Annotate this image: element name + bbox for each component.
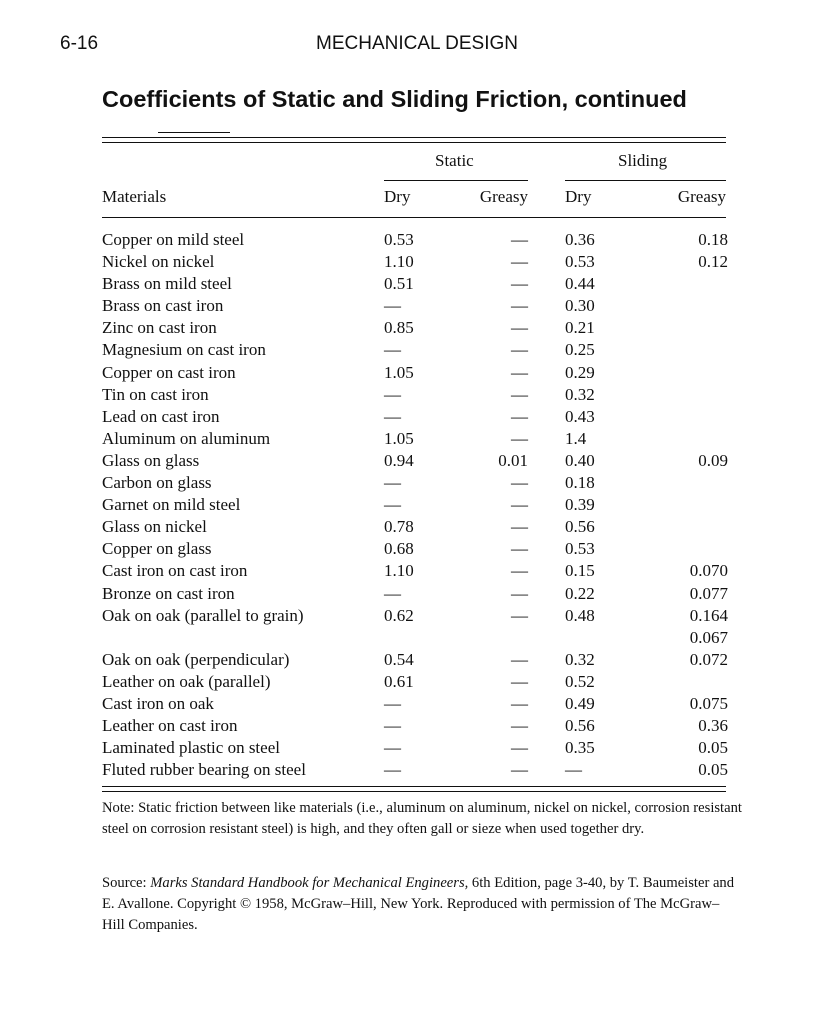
static-dry-cell: — xyxy=(384,340,401,360)
sliding-dry-cell: 1.4 xyxy=(565,428,587,448)
material-cell: Garnet on mild steel xyxy=(102,495,241,515)
static-greasy-cell: — xyxy=(511,561,528,581)
static-dry-cell: — xyxy=(384,583,401,603)
material-cell: Oak on oak (perpendicular) xyxy=(102,649,290,669)
table-row xyxy=(0,406,834,428)
sliding-dry-cell: 0.22 xyxy=(565,583,595,603)
page-number: 6-16 xyxy=(60,33,99,54)
bottom-rule-1 xyxy=(102,786,726,787)
material-cell: Cast iron on oak xyxy=(102,693,214,713)
static-greasy-cell: — xyxy=(511,738,528,758)
source-book-title: Marks Standard Handbook for Mechanical Engineers, xyxy=(150,875,469,891)
material-cell: Tin on cast iron xyxy=(102,384,209,404)
static-greasy-cell: — xyxy=(511,384,528,404)
sliding-dry-cell: 0.15 xyxy=(565,561,595,581)
table-row xyxy=(0,428,834,450)
static-greasy-cell: — xyxy=(511,649,528,669)
sliding-dry-cell: — xyxy=(565,760,582,780)
material-cell: Cast iron on cast iron xyxy=(102,561,248,581)
material-cell: Zinc on cast iron xyxy=(102,318,217,338)
top-rule-short xyxy=(158,132,230,133)
table-row xyxy=(0,295,834,317)
sliding-greasy-cell: 0.077 xyxy=(689,583,728,603)
static-group-rule xyxy=(384,180,528,181)
material-cell: Glass on nickel xyxy=(102,517,207,537)
sliding-dry-cell: 0.32 xyxy=(565,384,595,404)
sliding-dry-cell: 0.25 xyxy=(565,340,595,360)
static-dry-cell: — xyxy=(384,693,401,713)
sliding-greasy-cell: 0.05 xyxy=(698,738,728,758)
table-row xyxy=(0,627,834,649)
static-greasy-cell: — xyxy=(511,274,528,294)
static-dry-cell: 0.68 xyxy=(384,539,414,559)
sliding-dry-cell: 0.53 xyxy=(565,252,595,272)
static-greasy-cell: — xyxy=(511,605,528,625)
static-dry-cell: — xyxy=(384,406,401,426)
running-head: MECHANICAL DESIGN xyxy=(316,33,518,54)
table-row xyxy=(0,605,834,627)
static-greasy-cell: 0.01 xyxy=(498,450,528,470)
static-dry-cell: 0.61 xyxy=(384,671,414,691)
static-greasy-cell: — xyxy=(511,517,528,537)
table-row xyxy=(0,339,834,361)
sliding-greasy-cell: 0.072 xyxy=(689,649,728,669)
static-dry-cell: 0.94 xyxy=(384,450,414,470)
static-greasy-cell: — xyxy=(511,428,528,448)
material-cell: Glass on glass xyxy=(102,450,200,470)
sliding-dry-cell: 0.36 xyxy=(565,230,595,249)
col-header-materials: Materials xyxy=(102,187,167,206)
sliding-dry-cell: 0.39 xyxy=(565,495,595,515)
static-greasy-cell: — xyxy=(511,760,528,780)
table-row xyxy=(0,671,834,693)
table-row xyxy=(0,737,834,759)
header-bottom-rule xyxy=(102,217,726,218)
static-dry-cell: 0.51 xyxy=(384,274,414,294)
col-header-sliding-greasy: Greasy xyxy=(677,187,726,206)
sliding-greasy-cell: 0.12 xyxy=(698,252,728,272)
static-dry-cell: — xyxy=(384,738,401,758)
static-dry-cell: 0.85 xyxy=(384,318,414,338)
static-dry-cell: — xyxy=(384,296,401,316)
static-greasy-cell: — xyxy=(511,362,528,382)
table-row xyxy=(0,560,834,582)
sliding-group-rule xyxy=(565,180,726,181)
static-dry-cell: 1.05 xyxy=(384,428,414,448)
sliding-dry-cell: 0.18 xyxy=(565,473,595,493)
static-dry-cell: — xyxy=(384,384,401,404)
sliding-group-header: Sliding xyxy=(618,151,668,170)
sliding-greasy-cell: 0.075 xyxy=(689,693,728,713)
top-rule-2 xyxy=(102,142,726,143)
static-greasy-cell: — xyxy=(511,495,528,515)
table-row xyxy=(0,472,834,494)
sliding-greasy-cell: 0.05 xyxy=(698,760,728,780)
friction-table-body xyxy=(0,229,834,781)
static-greasy-cell: — xyxy=(511,252,528,272)
table-row xyxy=(0,229,834,251)
sliding-dry-cell: 0.44 xyxy=(565,274,595,294)
static-greasy-cell: — xyxy=(511,473,528,493)
table-row xyxy=(0,715,834,737)
material-cell: Copper on mild steel xyxy=(102,230,245,249)
static-dry-cell: — xyxy=(384,716,401,736)
table-row xyxy=(0,450,834,472)
static-dry-cell: 0.62 xyxy=(384,605,414,625)
table-row xyxy=(0,693,834,715)
sliding-dry-cell: 0.21 xyxy=(565,318,595,338)
table-row xyxy=(0,362,834,384)
sliding-dry-cell: 0.52 xyxy=(565,671,595,691)
bottom-rule-2 xyxy=(102,791,726,792)
material-cell: Fluted rubber bearing on steel xyxy=(102,760,306,780)
sliding-dry-cell: 0.56 xyxy=(565,517,595,537)
static-group-header: Static xyxy=(435,151,474,170)
sliding-dry-cell: 0.49 xyxy=(565,693,595,713)
table-note: Note: Static friction between like materials (i.e., aluminum on aluminum, nickel on nickel, corrosion resistant steel on corrosion resistant steel) is high, and they often gall or sieze when used together dry. xyxy=(102,800,742,837)
table-row xyxy=(0,649,834,671)
static-greasy-cell: — xyxy=(511,230,528,249)
sliding-greasy-cell: 0.164 xyxy=(689,605,728,625)
col-header-sliding-dry: Dry xyxy=(565,187,592,206)
static-greasy-cell: — xyxy=(511,340,528,360)
top-rule-1 xyxy=(102,137,726,138)
sliding-greasy-cell: 0.09 xyxy=(698,450,728,470)
col-header-static-greasy: Greasy xyxy=(479,187,528,206)
material-cell: Lead on cast iron xyxy=(102,406,220,426)
material-cell: Nickel on nickel xyxy=(102,252,215,272)
static-dry-cell: 1.10 xyxy=(384,252,414,272)
sliding-dry-cell: 0.48 xyxy=(565,605,595,625)
material-cell: Brass on cast iron xyxy=(102,296,224,316)
material-cell: Aluminum on aluminum xyxy=(102,428,271,448)
sliding-dry-cell: 0.32 xyxy=(565,649,595,669)
table-row xyxy=(0,583,834,605)
sliding-dry-cell: 0.43 xyxy=(565,406,595,426)
table-row xyxy=(0,251,834,273)
static-dry-cell: — xyxy=(384,473,401,493)
col-header-static-dry: Dry xyxy=(384,187,411,206)
sliding-dry-cell: 0.35 xyxy=(565,738,595,758)
sliding-dry-cell: 0.30 xyxy=(565,296,595,316)
sliding-greasy-cell: 0.070 xyxy=(689,561,728,581)
material-cell: Copper on glass xyxy=(102,539,212,559)
table-row xyxy=(0,317,834,339)
static-dry-cell: 1.05 xyxy=(384,362,414,382)
material-cell: Oak on oak (parallel to grain) xyxy=(102,605,304,625)
material-cell: Copper on cast iron xyxy=(102,362,236,382)
static-dry-cell: — xyxy=(384,760,401,780)
sliding-dry-cell: 0.53 xyxy=(565,539,595,559)
sliding-dry-cell: 0.29 xyxy=(565,362,595,382)
material-cell: Bronze on cast iron xyxy=(102,583,235,603)
source-suffix: 6th Edition, page 3-40, by T. Baumeister and E. Avallone. Copyright © 1958, McGraw–Hill, New York. Reproduced with permission of The McGraw–Hill Companies. xyxy=(102,875,735,933)
table-row xyxy=(0,516,834,538)
static-dry-cell: — xyxy=(384,495,401,515)
static-greasy-cell: — xyxy=(511,583,528,603)
sliding-greasy-cell: 0.18 xyxy=(698,230,728,249)
material-cell: Carbon on glass xyxy=(102,473,212,493)
material-cell: Leather on cast iron xyxy=(102,716,238,736)
static-greasy-cell: — xyxy=(511,318,528,338)
table-row xyxy=(0,759,834,781)
static-dry-cell: 0.54 xyxy=(384,649,414,669)
table-row xyxy=(0,273,834,295)
material-cell: Magnesium on cast iron xyxy=(102,340,266,360)
material-cell: Brass on mild steel xyxy=(102,274,232,294)
static-greasy-cell: — xyxy=(511,406,528,426)
table-row xyxy=(0,384,834,406)
source-prefix: Source: xyxy=(102,875,151,891)
page-title: Coefficients of Static and Sliding Friction, continued xyxy=(102,86,687,112)
sliding-dry-cell: 0.56 xyxy=(565,716,595,736)
sliding-greasy-cell: 0.067 xyxy=(689,627,728,647)
static-greasy-cell: — xyxy=(511,716,528,736)
table-row xyxy=(0,538,834,560)
static-dry-cell: 1.10 xyxy=(384,561,414,581)
sliding-dry-cell: 0.40 xyxy=(565,450,595,470)
static-dry-cell: 0.78 xyxy=(384,517,414,537)
static-greasy-cell: — xyxy=(511,539,528,559)
table-row xyxy=(0,494,834,516)
material-cell: Leather on oak (parallel) xyxy=(102,671,271,691)
table-source xyxy=(102,873,742,936)
material-cell: Laminated plastic on steel xyxy=(102,738,280,758)
static-greasy-cell: — xyxy=(511,671,528,691)
sliding-greasy-cell: 0.36 xyxy=(698,716,728,736)
static-dry-cell: 0.53 xyxy=(384,230,414,249)
static-greasy-cell: — xyxy=(511,693,528,713)
static-greasy-cell: — xyxy=(511,296,528,316)
